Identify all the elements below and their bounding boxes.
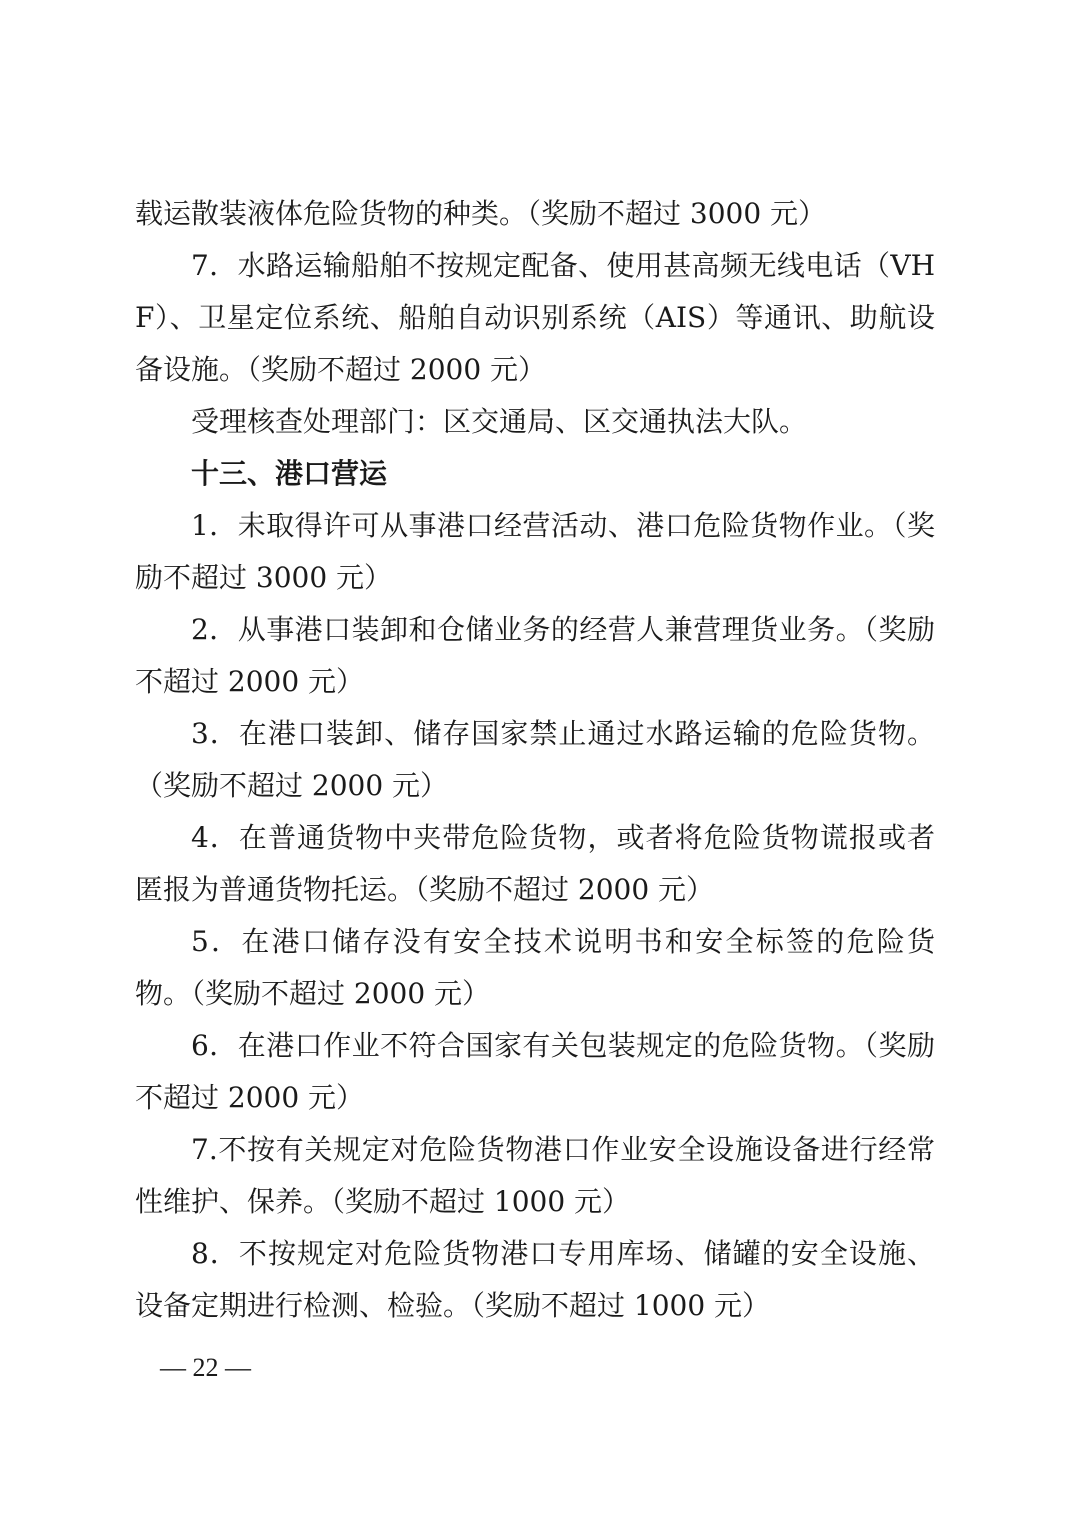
paragraph-item-7: 7.不按有关规定对危险货物港口作业安全设施设备进行经常性维护、保养。（奖励不超过 1000 元） [135,1133,935,1218]
paragraph-item-6: 6．在港口作业不符合国家有关包装规定的危险货物。（奖励不超过 2000 元） [135,1029,935,1114]
paragraph-item-1: 1．未取得许可从事港口经营活动、港口危险货物作业。（奖励不超过 3000 元） [135,509,935,594]
page-number: — 22 — [160,1353,251,1382]
paragraph-item-4: 4．在普通货物中夹带危险货物，或者将危险货物谎报或者匿报为普通货物托运。（奖励不超过 2000 元） [135,821,935,906]
paragraph-item-5: 5．在港口储存没有安全技术说明书和安全标签的危险货物。（奖励不超过 2000 元） [135,925,935,1010]
document-body [135,188,935,1332]
paragraph-handling-department: 受理核查处理部门：区交通局、区交通执法大队。 [191,405,808,438]
paragraph-item-3: 3．在港口装卸、储存国家禁止通过水路运输的危险货物。（奖励不超过 2000 元） [135,717,935,802]
paragraph-item-8: 8．不按规定对危险货物港口专用库场、储罐的安全设施、设备定期进行检测、检验。（奖励不超过 1000 元） [135,1237,935,1322]
paragraph-continuation: 载运散装液体危险货物的种类。（奖励不超过 3000 元） [135,197,827,230]
paragraph-item-7-vhf-ais: 7．水路运输船舶不按规定配备、使用甚高频无线电话（VHF）、卫星定位系统、船舶自动识别系统（AIS）等通讯、助航设备设施。（奖励不超过 2000 元） [135,249,935,386]
paragraph-item-2: 2．从事港口装卸和仓储业务的经营人兼营理货业务。（奖励不超过 2000 元） [135,613,935,698]
section-heading-port-operations: 十三、港口营运 [191,457,388,490]
